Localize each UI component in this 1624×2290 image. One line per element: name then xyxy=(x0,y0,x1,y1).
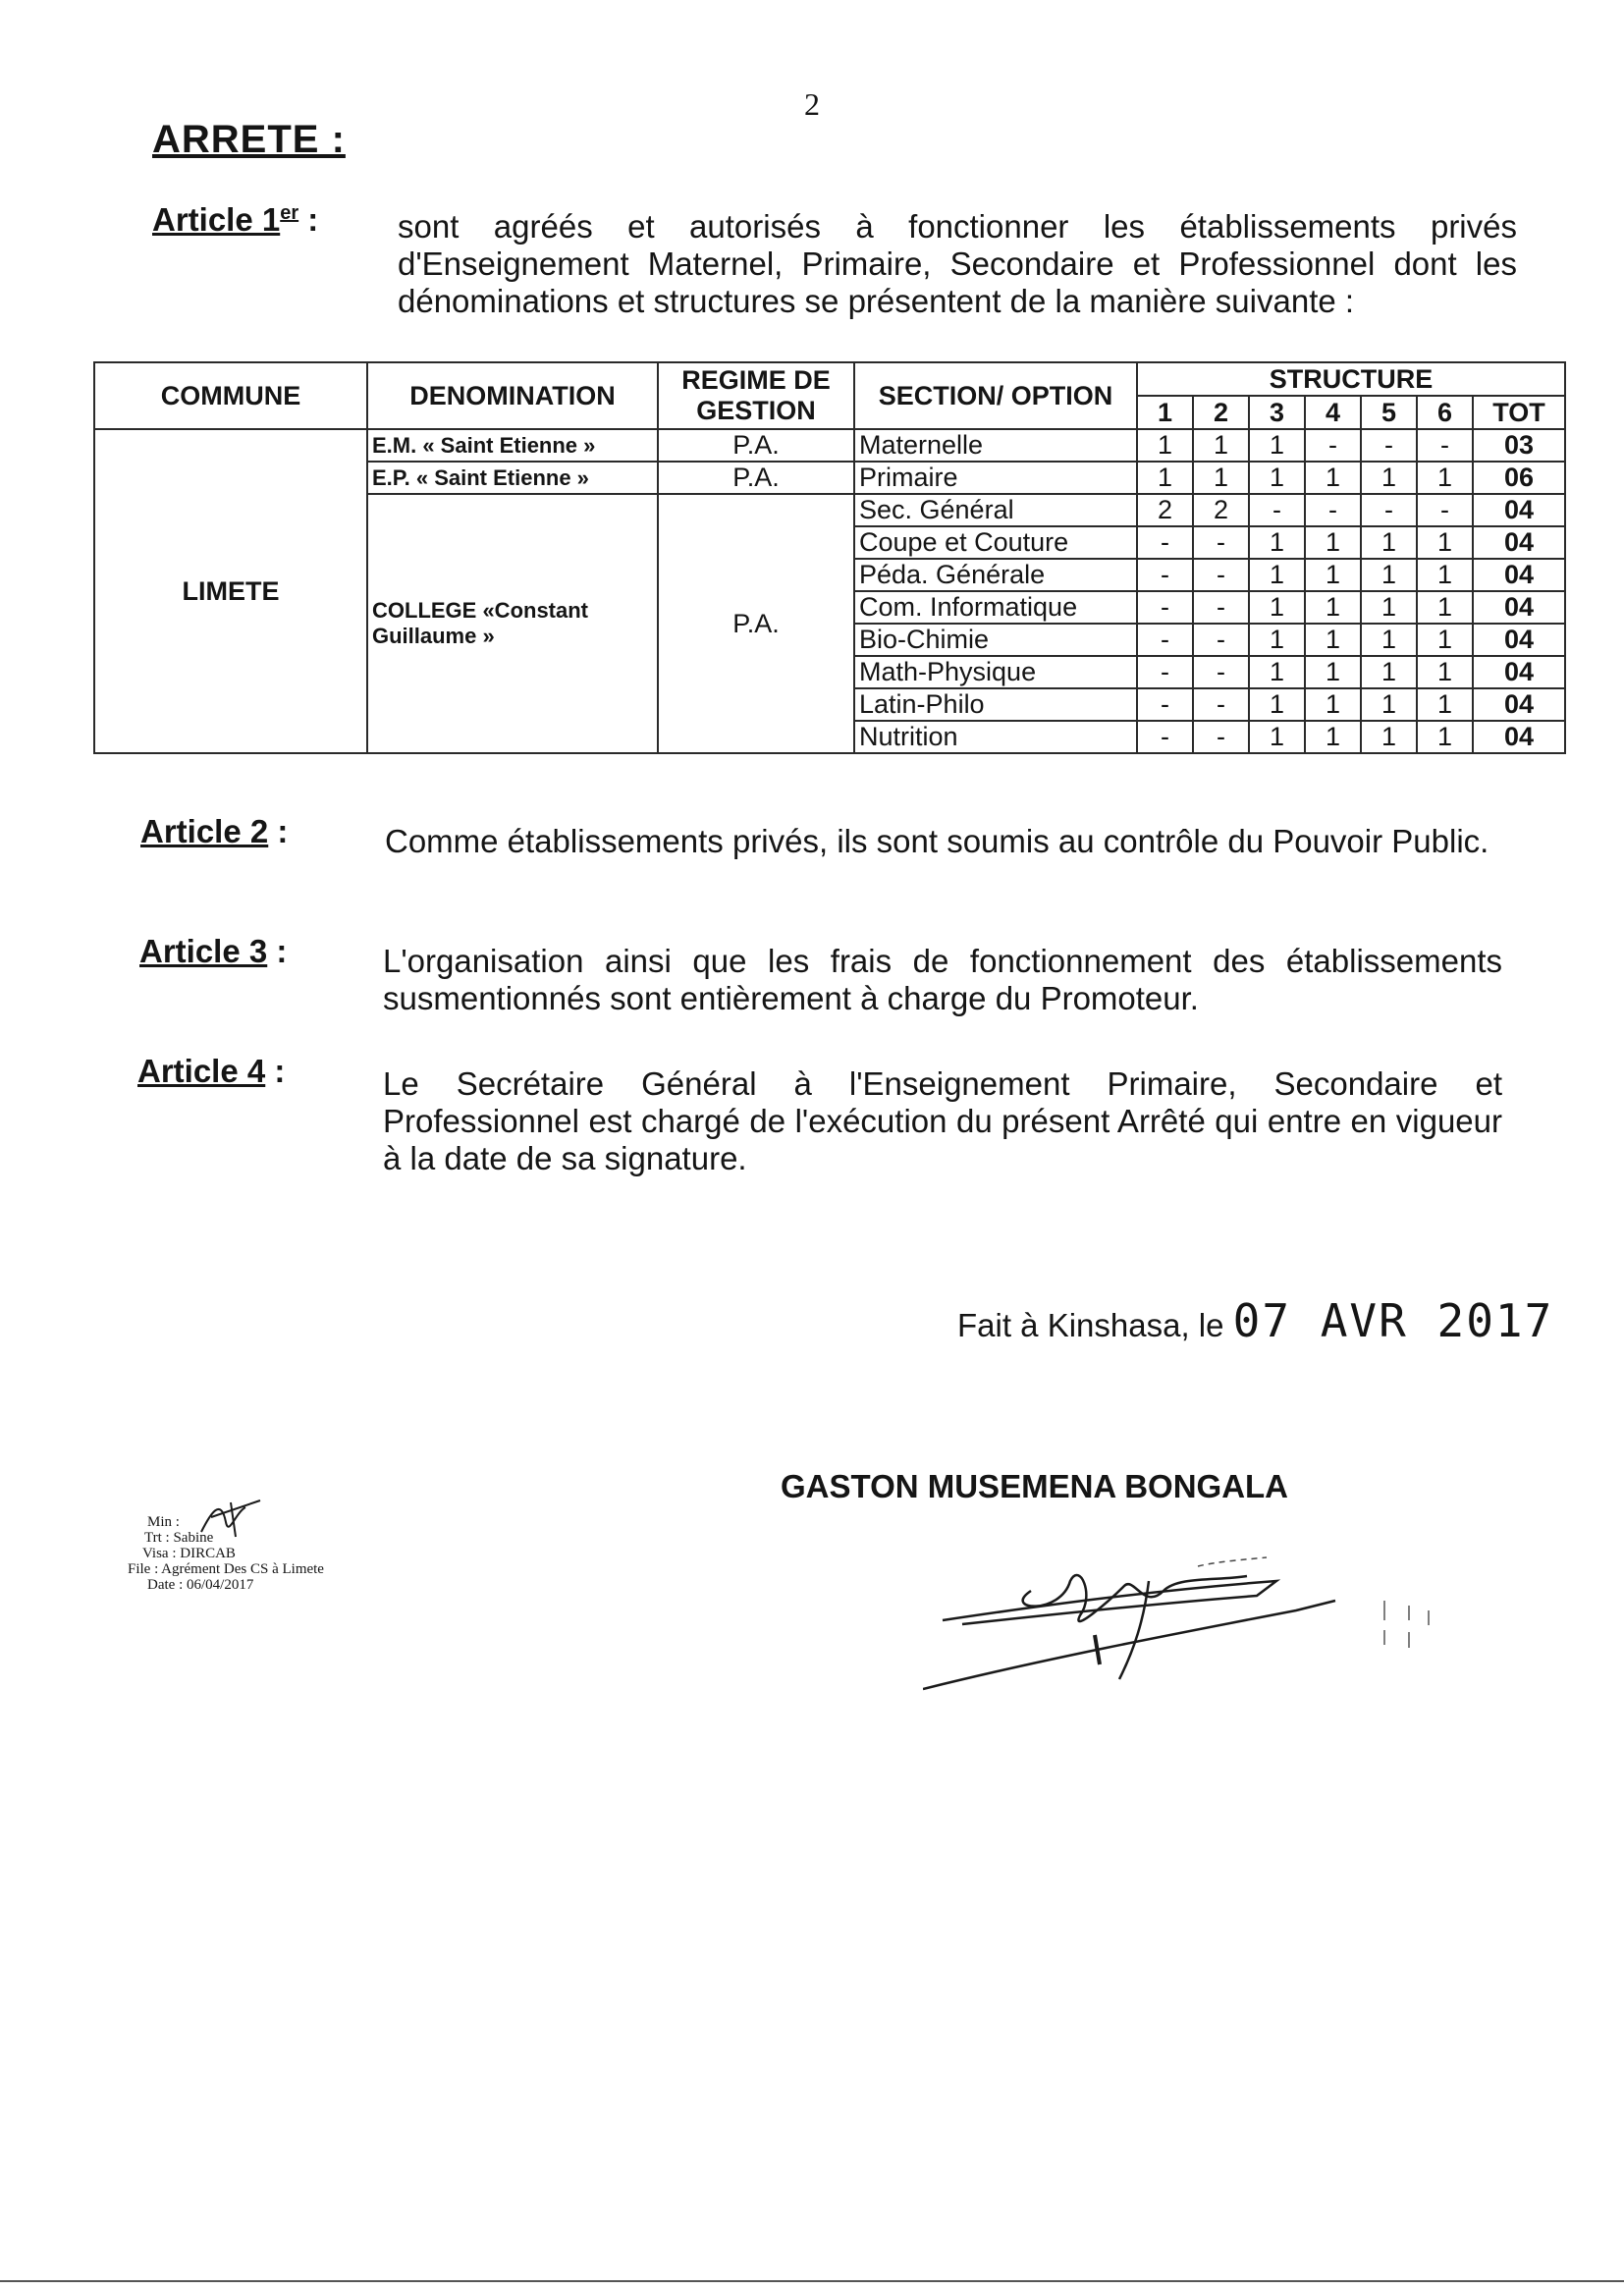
article-label-sup: er xyxy=(280,202,299,224)
year-cell: 2 xyxy=(1137,494,1193,526)
year-cell: - xyxy=(1193,559,1249,591)
memo-trt: Trt : Sabine xyxy=(144,1530,214,1546)
article-label-text: Article 1 xyxy=(152,201,281,238)
year-cell: 1 xyxy=(1417,688,1473,721)
article-label-text: Article 2 xyxy=(140,813,269,849)
total-cell: 04 xyxy=(1473,721,1565,753)
year-cell: - xyxy=(1305,494,1361,526)
section-cell: Péda. Générale xyxy=(854,559,1137,591)
year-cell: - xyxy=(1193,688,1249,721)
section-cell: Math-Physique xyxy=(854,656,1137,688)
year-cell: 1 xyxy=(1305,462,1361,494)
article-3-body xyxy=(383,943,1502,1017)
year-cell: - xyxy=(1137,721,1193,753)
total-cell: 06 xyxy=(1473,462,1565,494)
article-2-body xyxy=(385,823,1502,860)
commune-cell: LIMETE xyxy=(94,429,367,753)
year-cell: 1 xyxy=(1193,429,1249,462)
year-cell: - xyxy=(1193,656,1249,688)
regime-cell: P.A. xyxy=(658,429,854,462)
year-cell: 1 xyxy=(1417,462,1473,494)
year-cell: 1 xyxy=(1305,721,1361,753)
year-cell: 1 xyxy=(1305,559,1361,591)
year-cell: - xyxy=(1361,429,1417,462)
denomination-cell: E.M. « Saint Etienne » xyxy=(367,429,658,462)
article-label-text: Article 3 xyxy=(139,933,268,969)
year-cell: - xyxy=(1193,721,1249,753)
total-cell: 04 xyxy=(1473,526,1565,559)
year-cell: 1 xyxy=(1249,462,1305,494)
year-cell: 1 xyxy=(1417,559,1473,591)
year-cell: 1 xyxy=(1249,624,1305,656)
year-cell: 1 xyxy=(1305,624,1361,656)
section-cell: Nutrition xyxy=(854,721,1137,753)
year-cell: 1 xyxy=(1361,688,1417,721)
memo-date: Date : 06/04/2017 xyxy=(147,1577,254,1593)
total-cell: 04 xyxy=(1473,688,1565,721)
year-cell: 1 xyxy=(1417,526,1473,559)
year-cell: 1 xyxy=(1305,591,1361,624)
year-cell: - xyxy=(1193,591,1249,624)
year-cell: 1 xyxy=(1305,526,1361,559)
place-text: Fait à Kinshasa, le xyxy=(957,1307,1224,1343)
year-cell: 1 xyxy=(1361,526,1417,559)
article-3-label xyxy=(139,933,287,970)
place-date xyxy=(957,1294,1553,1347)
page-number: 2 xyxy=(804,86,820,122)
year-cell: 1 xyxy=(1249,429,1305,462)
year-cell: - xyxy=(1417,494,1473,526)
denomination-cell: COLLEGE «Constant Guillaume » xyxy=(367,494,658,753)
article-label-suffix: : xyxy=(265,1053,286,1089)
year-cell: 1 xyxy=(1361,559,1417,591)
year-cell: 1 xyxy=(1305,656,1361,688)
header-commune: COMMUNE xyxy=(94,362,367,429)
regime-cell: P.A. xyxy=(658,462,854,494)
year-cell: - xyxy=(1137,526,1193,559)
memo-file: File : Agrément Des CS à Limete xyxy=(128,1561,324,1577)
year-cell: - xyxy=(1137,624,1193,656)
section-cell: Maternelle xyxy=(854,429,1137,462)
year-cell: - xyxy=(1361,494,1417,526)
article-1-body xyxy=(398,208,1517,320)
year-cell: 1 xyxy=(1249,591,1305,624)
structure-table-body xyxy=(94,429,1565,753)
article-2-label xyxy=(140,813,288,850)
total-cell: 04 xyxy=(1473,494,1565,526)
memo-visa: Visa : DIRCAB xyxy=(142,1546,236,1561)
year-cell: 1 xyxy=(1361,721,1417,753)
initials-mark xyxy=(191,1493,270,1542)
total-cell: 04 xyxy=(1473,656,1565,688)
year-cell: 1 xyxy=(1305,688,1361,721)
year-cell: - xyxy=(1305,429,1361,462)
memo-min-label: Min : xyxy=(147,1514,180,1530)
article-4-label xyxy=(137,1053,285,1090)
year-cell: 1 xyxy=(1137,462,1193,494)
total-cell: 04 xyxy=(1473,559,1565,591)
year-cell: 1 xyxy=(1417,721,1473,753)
section-cell: Bio-Chimie xyxy=(854,624,1137,656)
year-cell: 1 xyxy=(1361,462,1417,494)
year-cell: - xyxy=(1137,559,1193,591)
section-cell: Primaire xyxy=(854,462,1137,494)
structure-table xyxy=(93,361,1566,754)
regime-cell: P.A. xyxy=(658,494,854,753)
year-cell: - xyxy=(1249,494,1305,526)
article-text: sont agréés et autorisés à fonctionner les établissements privés d'Enseignement Maternel, Primaire, Secondaire et Professionnel dont les dénominations et structures se présentent de la manière suivante : xyxy=(398,208,1517,319)
header-year: 2 xyxy=(1193,396,1249,429)
header-year: 5 xyxy=(1361,396,1417,429)
date-stamp: 07 AVR 2017 xyxy=(1232,1294,1554,1347)
year-cell: - xyxy=(1137,656,1193,688)
year-cell: 1 xyxy=(1137,429,1193,462)
year-cell: 1 xyxy=(1417,656,1473,688)
section-cell: Sec. Général xyxy=(854,494,1137,526)
year-cell: 1 xyxy=(1249,656,1305,688)
header-year: 6 xyxy=(1417,396,1473,429)
header-year: 4 xyxy=(1305,396,1361,429)
header-year: 1 xyxy=(1137,396,1193,429)
year-cell: - xyxy=(1193,526,1249,559)
section-cell: Com. Informatique xyxy=(854,591,1137,624)
article-4-body xyxy=(383,1065,1502,1177)
signature-drawing xyxy=(923,1522,1473,1718)
header-year: 3 xyxy=(1249,396,1305,429)
arrete-heading: ARRETE : xyxy=(152,118,346,161)
table-row xyxy=(94,429,1565,462)
section-cell: Latin-Philo xyxy=(854,688,1137,721)
year-cell: 1 xyxy=(1361,656,1417,688)
header-denomination: DENOMINATION xyxy=(367,362,658,429)
year-cell: - xyxy=(1137,591,1193,624)
article-label-suffix: : xyxy=(298,201,319,238)
article-text: Le Secrétaire Général à l'Enseignement Primaire, Secondaire et Professionnel est chargé de l'exécution du présent Arrêté qui entre en vigueur à la date de sa signature. xyxy=(383,1065,1502,1176)
year-cell: 1 xyxy=(1417,624,1473,656)
article-text: Comme établissements privés, ils sont soumis au contrôle du Pouvoir Public. xyxy=(385,823,1489,859)
header-structure: STRUCTURE xyxy=(1137,362,1565,396)
total-cell: 03 xyxy=(1473,429,1565,462)
header-regime: REGIME DE GESTION xyxy=(658,362,854,429)
year-cell: 1 xyxy=(1361,624,1417,656)
header-total: TOT xyxy=(1473,396,1565,429)
total-cell: 04 xyxy=(1473,624,1565,656)
year-cell: 2 xyxy=(1193,494,1249,526)
article-label-suffix: : xyxy=(268,813,289,849)
header-section: SECTION/ OPTION xyxy=(854,362,1137,429)
year-cell: 1 xyxy=(1193,462,1249,494)
bottom-rule xyxy=(0,2280,1624,2282)
year-cell: - xyxy=(1417,429,1473,462)
year-cell: 1 xyxy=(1249,526,1305,559)
signatory-name: GASTON MUSEMENA BONGALA xyxy=(781,1468,1289,1504)
article-label-suffix: : xyxy=(267,933,288,969)
year-cell: 1 xyxy=(1361,591,1417,624)
year-cell: - xyxy=(1193,624,1249,656)
year-cell: 1 xyxy=(1249,559,1305,591)
year-cell: - xyxy=(1137,688,1193,721)
article-text: L'organisation ainsi que les frais de fonctionnement des établissements susmentionnés sont entièrement à charge du Promoteur. xyxy=(383,943,1502,1016)
year-cell: 1 xyxy=(1249,721,1305,753)
year-cell: 1 xyxy=(1417,591,1473,624)
total-cell: 04 xyxy=(1473,591,1565,624)
article-label-text: Article 4 xyxy=(137,1053,266,1089)
article-1-label xyxy=(152,201,318,239)
year-cell: 1 xyxy=(1249,688,1305,721)
denomination-cell: E.P. « Saint Etienne » xyxy=(367,462,658,494)
section-cell: Coupe et Couture xyxy=(854,526,1137,559)
